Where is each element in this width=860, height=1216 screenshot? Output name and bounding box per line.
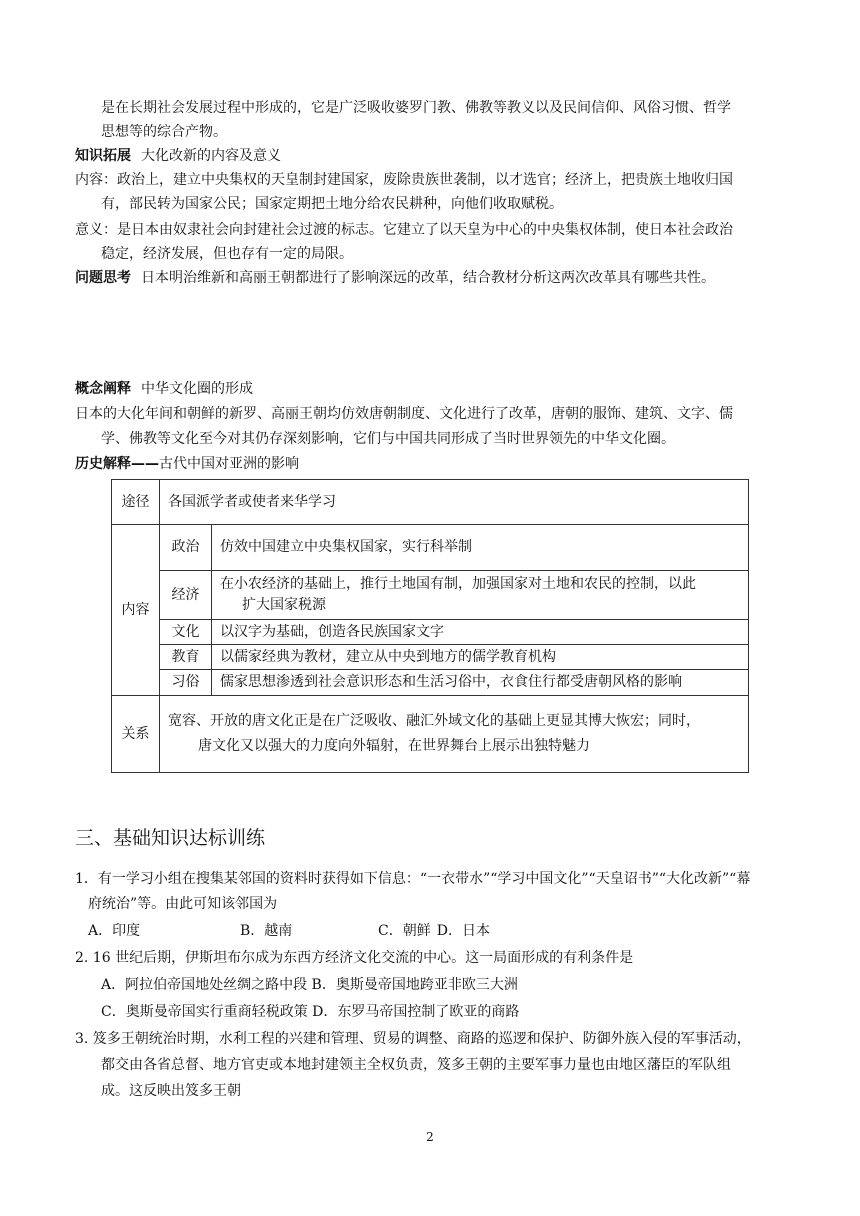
path-label-cell: 途径 — [112, 480, 160, 525]
table-row — [112, 571, 749, 620]
q3-line-3: 成。这反映出笈多王朝 — [101, 1083, 241, 1099]
row-value-cell: 儒家思想渗透到社会意识形态和生活习俗中，衣食住行都受唐朝风格的影响 — [212, 670, 749, 696]
table-row — [112, 696, 749, 773]
row-value-cell — [212, 571, 749, 620]
history-label: 历史解释—— — [75, 456, 159, 472]
question-label: 问题思考 — [75, 270, 131, 286]
concept-line-1: 日本的大化年间和朝鲜的新罗、高丽王朝均仿效唐朝制度、文化进行了改革，唐朝的服饰、建筑、文字、儒 — [75, 406, 733, 422]
table-row — [112, 525, 749, 571]
row-value-line-1: 在小农经济的基础上，推行土地国有制，加强国家对土地和农民的控制，以此 — [220, 576, 696, 592]
meaning-line-1: 意义：是日本由奴隶社会向封建社会过渡的标志。它建立了以天皇为中心的中央集权体制，使日本社会政治 — [75, 222, 733, 238]
q1-option-a: A．印度 — [88, 923, 141, 939]
relation-line-2: 唐文化又以强大的力度向外辐射，在世界舞台上展示出独特魅力 — [198, 738, 590, 754]
page-number: 2 — [426, 1130, 434, 1144]
relation-value-cell — [160, 696, 749, 773]
q3-line-2: 都交由各省总督、地方官吏或本地封建领主全权负责，笈多王朝的主要军事力量也由地区藩臣的军队组 — [101, 1057, 731, 1073]
concept-line-2: 学、佛教等文化至今对其仍存深刻影响，它们与中国共同形成了当时世界领先的中华文化圈。 — [101, 431, 675, 447]
history-table — [111, 479, 749, 773]
row-key-cell: 习俗 — [160, 670, 212, 696]
meaning-line-2: 稳定，经济发展，但也存有一定的局限。 — [101, 246, 353, 262]
knowledge-ext-label: 知识拓展 — [75, 148, 131, 164]
knowledge-ext-heading — [75, 146, 281, 166]
table-row — [112, 670, 749, 696]
row-value-cell: 仿效中国建立中央集权国家，实行科举制 — [212, 525, 749, 571]
knowledge-ext-title: 大化改新的内容及意义 — [141, 148, 281, 164]
q1-line-2: 府统治”等。由此可知该邻国为 — [88, 896, 278, 912]
row-value-line-2: 扩大国家税源 — [242, 597, 326, 613]
row-key-cell: 政治 — [160, 525, 212, 571]
concept-label: 概念阐释 — [75, 381, 131, 397]
history-title: 古代中国对亚洲的影响 — [159, 456, 299, 472]
relation-line-1: 宽容、开放的唐文化正是在广泛吸收、融汇外域文化的基础上更显其博大恢宏；同时， — [168, 713, 700, 729]
section-3-heading: 三、基础知识达标训练 — [75, 827, 266, 849]
concept-title: 中华文化圈的形成 — [141, 381, 253, 397]
q1-options — [88, 921, 490, 941]
relation-label-cell: 关系 — [112, 696, 160, 773]
question-text: 日本明治维新和高丽王朝都进行了影响深远的改革，结合教材分析这两次改革具有哪些共性。 — [141, 270, 715, 286]
content-label-cell: 内容 — [112, 525, 160, 696]
row-key-cell: 教育 — [160, 645, 212, 670]
intro-line-2: 思想等的综合产物。 — [101, 124, 227, 140]
row-value-cell: 以汉字为基础，创造各民族国家文字 — [212, 620, 749, 645]
q1-option-b: B．越南 — [240, 923, 293, 939]
q1-line-1: 1．有一学习小组在搜集某邻国的资料时获得如下信息：“一衣带水”“学习中国文化”“天皇诏书”“大化改新”“幕 — [75, 871, 751, 887]
question-heading — [75, 268, 715, 288]
intro-line-1: 是在长期社会发展过程中形成的，它是广泛吸收婆罗门教、佛教等教义以及民间信仰、风俗习惯、哲学 — [101, 100, 731, 116]
table-row — [112, 480, 749, 525]
q2-options-ab: A．阿拉伯帝国地处丝绸之路中段 B．奥斯曼帝国地跨亚非欧三大洲 — [101, 977, 518, 993]
content-line-1: 内容：政治上，建立中央集权的天皇制封建国家，废除贵族世袭制，以才选官；经济上，把贵族土地收归国 — [75, 172, 733, 188]
table-row — [112, 620, 749, 645]
history-heading — [75, 454, 299, 474]
concept-heading — [75, 379, 253, 399]
q1-option-d: D．日本 — [436, 923, 490, 939]
q3-line-1: 3. 笈多王朝统治时期，水利工程的兴建和管理、贸易的调整、商路的巡逻和保护、防御外族入侵的军事活动， — [75, 1031, 751, 1047]
row-value-cell: 以儒家经典为教材，建立从中央到地方的儒学教育机构 — [212, 645, 749, 670]
table-row — [112, 645, 749, 670]
row-key-cell: 经济 — [160, 571, 212, 620]
content-line-2: 有，部民转为国家公民；国家定期把土地分给农民耕种，向他们收取赋税。 — [101, 196, 563, 212]
q1-option-c: C．朝鲜 — [378, 923, 431, 939]
q2-options-cd: C．奥斯曼帝国实行重商轻税政策 D．东罗马帝国控制了欧亚的商路 — [101, 1004, 520, 1020]
path-value-cell: 各国派学者或使者来华学习 — [160, 480, 749, 525]
row-key-cell: 文化 — [160, 620, 212, 645]
q2-stem: 2. 16 世纪后期，伊斯坦布尔成为东西方经济文化交流的中心。这一局面形成的有利条件是 — [75, 950, 634, 966]
